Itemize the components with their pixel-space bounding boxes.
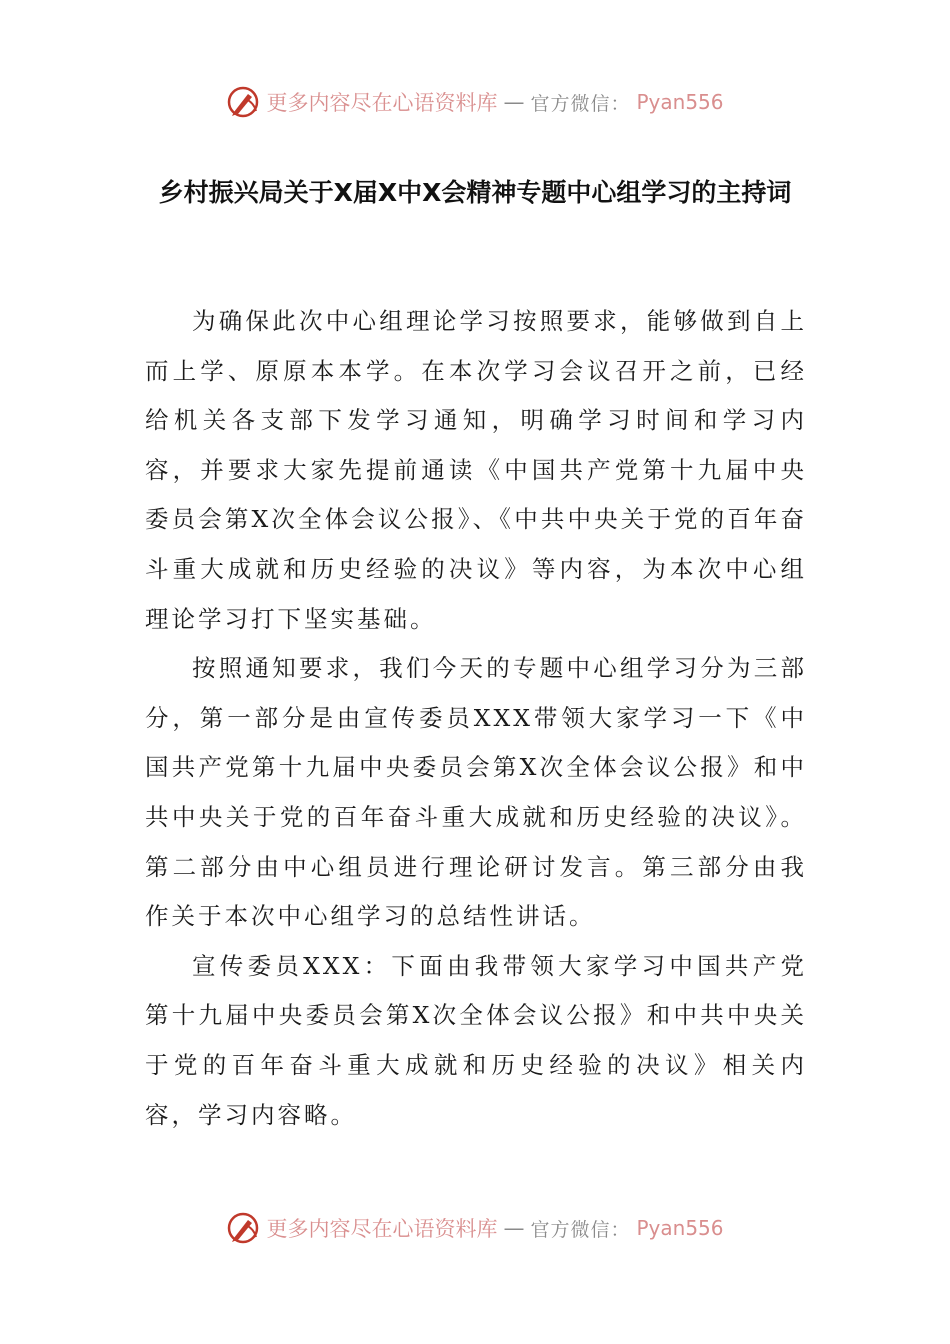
banner-brand-text: 更多内容尽在心语资料库 xyxy=(266,1217,498,1241)
paragraph: 为确保此次中心组理论学习按照要求，能够做到自上而上学、原原本本学。在本次学习会议召开之前，已经给机关各支部下发学习通知，明确学习时间和学习内容，并要求大家先提前通读《中国共产党第十九届中央委员会第X次全体会议公报》、《中共中央关于党的百年奋斗重大成就和历史经验的决议》等内容，为本次中心组理论学习打下坚实基础。 xyxy=(145,307,807,633)
pen-logo-icon xyxy=(226,1211,260,1245)
banner-brand-text: 更多内容尽在心语资料库 xyxy=(266,91,498,115)
banner-separator: — xyxy=(503,1216,525,1240)
document-body xyxy=(145,297,807,1140)
banner-wechat-id: Pyan556 xyxy=(636,1216,724,1240)
pen-logo-icon xyxy=(226,85,260,119)
paragraph: 按照通知要求，我们今天的专题中心组学习分为三部分，第一部分是由宣传委员XXX带领大家学习一下《中国共产党第十九届中央委员会第X次全体会议公报》和中共中央关于党的百年奋斗重大成就和历史经验的决议》。第二部分由中心组员进行理论研讨发言。第三部分由我作关于本次中心组学习的总结性讲话。 xyxy=(145,654,807,931)
paragraph: 宣传委员XXX：下面由我带领大家学习中国共产党第十九届中央委员会第X次全体会议公报》和中共中央关于党的百年奋斗重大成就和历史经验的决议》相关内容，学习内容略。 xyxy=(145,951,807,1129)
banner-wechat-id: Pyan556 xyxy=(636,90,724,114)
banner-wechat-label: 官方微信： xyxy=(530,1218,631,1241)
banner-wechat-label: 官方微信： xyxy=(530,92,631,115)
header-banner xyxy=(0,82,950,122)
footer-banner xyxy=(0,1208,950,1248)
document-title: 乡村振兴局关于X届X中X会精神专题中心组学习的主持词 xyxy=(158,178,792,207)
banner-separator: — xyxy=(503,90,525,114)
